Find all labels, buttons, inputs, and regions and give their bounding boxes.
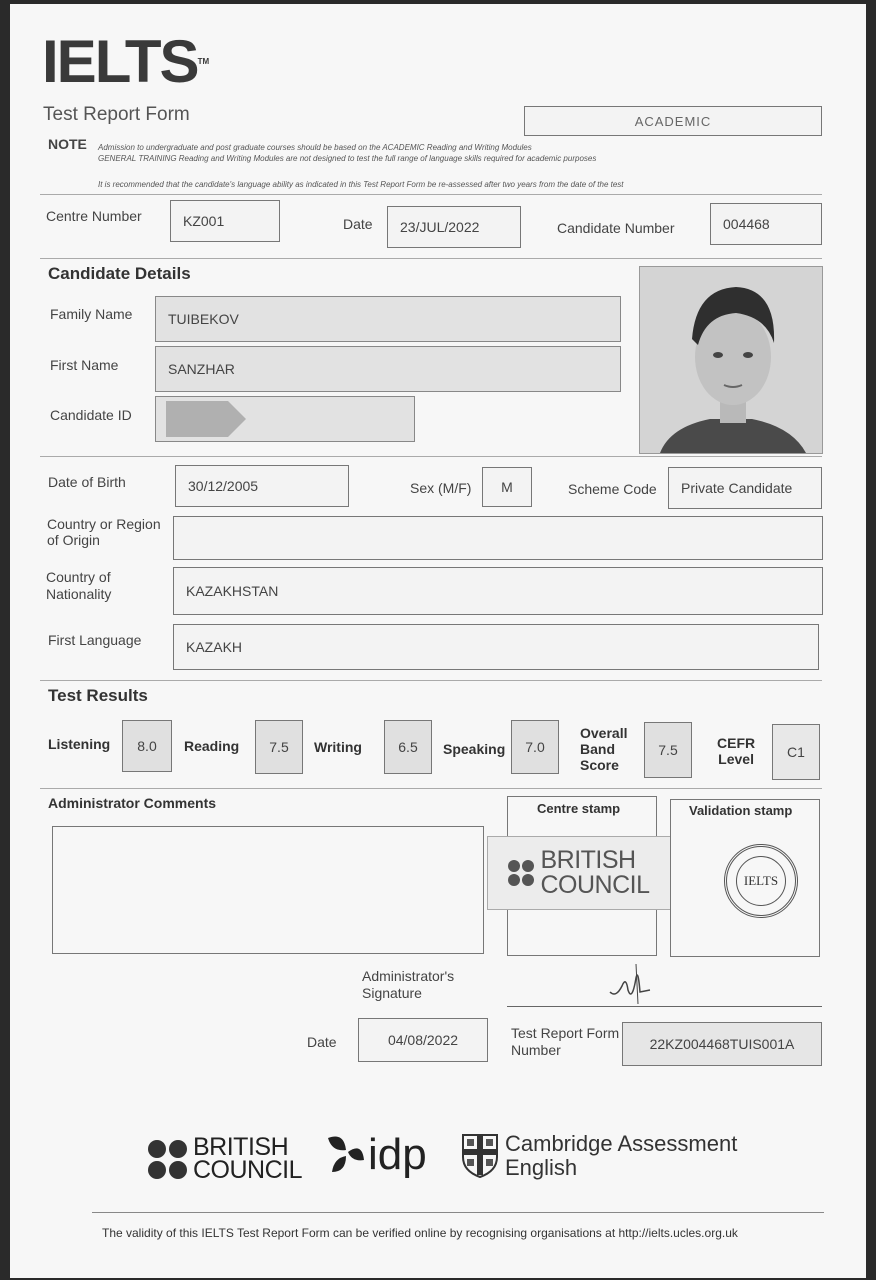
listening-score: 8.0 [122,720,172,772]
cefr-label [717,735,755,767]
cefr-level: C1 [772,724,820,780]
first-language-label: First Language [48,632,142,648]
nationality-label [46,569,111,603]
divider [40,194,822,195]
dob-label: Date of Birth [48,474,126,490]
stamp-bc-line2: COUNCIL [540,871,650,899]
trf-number-label [511,1025,619,1059]
footer-bc-line1: BRITISH [193,1133,289,1161]
first-name-field: SANZHAR [155,346,621,392]
british-council-dots-icon [148,1140,187,1179]
centre-stamp-label: Centre stamp [537,801,621,816]
candidate-number-label: Candidate Number [557,220,675,236]
nationality-label-line1: Country of [46,569,111,585]
overall-score: 7.5 [644,722,692,778]
signature-label-line1: Administrator's [362,968,455,984]
idp-text: idp [368,1130,427,1179]
divider [40,258,822,259]
british-council-stamp [487,836,671,910]
overall-label-line2: Band [580,741,615,757]
overall-label-line1: Overall [580,725,628,741]
admin-date-label: Date [307,1034,337,1050]
candidate-photo [639,266,823,454]
speaking-label: Speaking [443,741,506,757]
cefr-label-line1: CEFR [717,735,756,751]
overall-label [580,725,627,773]
ielts-logo-text: IELTS [42,28,198,95]
scheme-code-field: Private Candidate [668,467,822,509]
trf-label-line1: Test Report Form [511,1025,620,1041]
ielts-logo [42,28,210,95]
footer-bc-line2: COUNCIL [193,1156,303,1184]
divider [40,680,822,681]
cambridge-line1: Cambridge Assessment [505,1131,738,1156]
sex-field: M [482,467,532,507]
first-name-label: First Name [50,357,119,373]
cambridge-shield-icon [461,1133,499,1179]
signature-label [362,968,454,1002]
admin-comments-field [52,826,484,954]
divider [40,788,822,789]
candidate-number-field: 004468 [710,203,822,245]
note-label: NOTE [48,136,87,152]
trf-label-line2: Number [511,1042,561,1058]
country-origin-label-line2: of Origin [47,532,100,548]
redaction-mark [166,399,256,439]
signature-line [507,1006,822,1007]
dob-field: 30/12/2005 [175,465,349,507]
sex-label: Sex (M/F) [410,480,472,496]
validity-note: The validity of this IELTS Test Report Form can be verified online by recognising organisations at http://ielts.ucles.org.uk [102,1226,738,1240]
admin-comments-label: Administrator Comments [48,795,217,811]
nationality-field: KAZAKHSTAN [173,567,823,615]
centre-number-label: Centre Number [46,208,142,224]
cambridge-logo [461,1132,737,1180]
british-council-logo [148,1134,302,1184]
listening-label: Listening [48,736,111,752]
note-line-3: It is recommended that the candidate's language ability as indicated in this Test Report Form be re-assessed after two years from the date of the test [98,180,624,189]
ielts-seal-icon [724,844,798,918]
writing-score: 6.5 [384,720,432,774]
cambridge-line2: English [505,1155,578,1180]
date-label: Date [343,216,373,232]
tm-mark: TM [197,57,210,66]
reading-label: Reading [184,738,240,754]
footer-divider [92,1212,824,1213]
test-date-field: 23/JUL/2022 [387,206,521,248]
cefr-label-line2: Level [718,751,754,767]
module-field: ACADEMIC [524,106,822,136]
candidate-id-field [155,396,415,442]
signature-mark [606,962,656,1006]
reading-score: 7.5 [255,720,303,774]
stamp-bc-line1: BRITISH [540,846,636,874]
admin-date-field: 04/08/2022 [358,1018,488,1062]
nationality-label-line2: Nationality [46,586,112,602]
test-report-form [10,4,866,1278]
seal-text: IELTS [743,873,779,888]
writing-label: Writing [314,739,362,755]
divider [40,456,822,457]
centre-number-field: KZ001 [170,200,280,242]
trf-number-field: 22KZ004468TUIS001A [622,1022,822,1066]
british-council-dots-icon [508,860,534,886]
scheme-code-label: Scheme Code [568,481,657,497]
test-results-heading: Test Results [48,686,148,705]
family-name-label: Family Name [50,306,133,322]
note-line-1: Admission to undergraduate and post graduate courses should be based on the ACADEMIC Reading and Writing Modules [98,143,532,152]
portrait-icon [640,267,822,453]
note-line-2: GENERAL TRAINING Reading and Writing Modules are not designed to test the full range of language skills required for academic purposes [98,154,597,163]
overall-label-line3: Score [580,757,619,773]
candidate-details-heading: Candidate Details [48,264,191,283]
family-name-field: TUIBEKOV [155,296,621,342]
country-origin-field [173,516,823,560]
country-origin-label [47,516,161,548]
form-subtitle: Test Report Form [43,104,190,125]
validation-stamp-label: Validation stamp [689,803,793,818]
idp-leaf-icon [324,1132,366,1178]
speaking-score: 7.0 [511,720,559,774]
candidate-id-label: Candidate ID [50,407,132,423]
first-language-field: KAZAKH [173,624,819,670]
signature-label-line2: Signature [362,985,422,1001]
idp-logo [324,1132,427,1178]
country-origin-label-line1: Country or Region [47,516,161,532]
